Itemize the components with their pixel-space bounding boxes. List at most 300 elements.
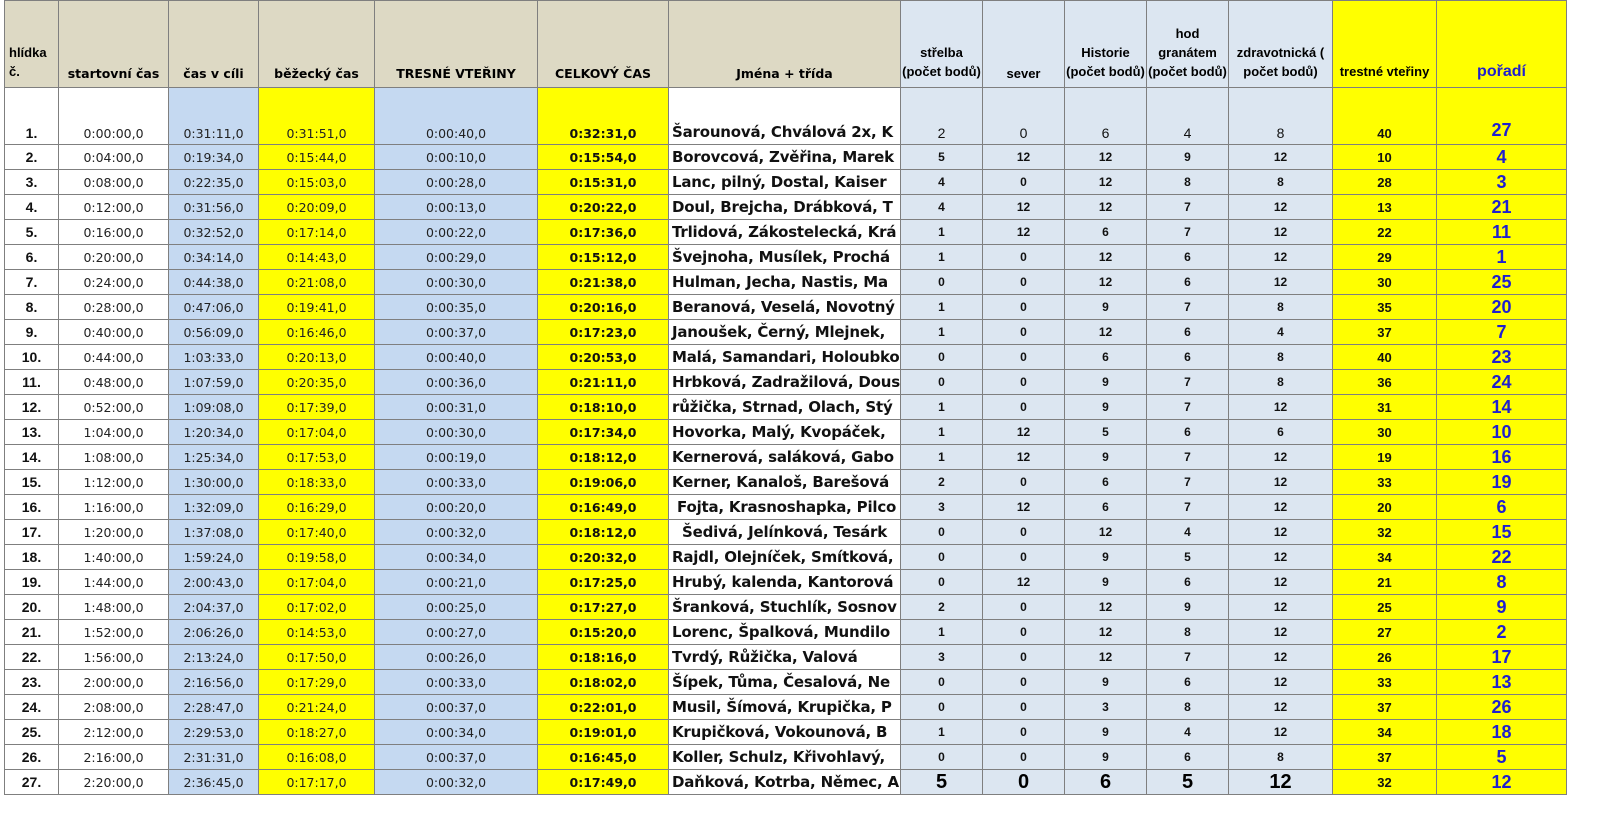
- cell-hlidka[interactable]: 1.: [5, 88, 59, 145]
- cell-strelba[interactable]: 2: [901, 595, 983, 620]
- cell-celkovy-cas[interactable]: 0:15:20,0: [538, 620, 669, 645]
- cell-tresne-vteriny[interactable]: 0:00:26,0: [375, 645, 538, 670]
- cell-trestne-vteriny[interactable]: 40: [1333, 345, 1437, 370]
- cell-jmena[interactable]: Kerner, Kanaloš, Barešová: [669, 470, 901, 495]
- cell-zdravotnicka[interactable]: 12: [1229, 720, 1333, 745]
- cell-jmena[interactable]: Lorenc, Špalková, Mundilo: [669, 620, 901, 645]
- cell-jmena[interactable]: Šranková, Stuchlík, Sosnov: [669, 595, 901, 620]
- cell-poradi[interactable]: 26: [1437, 695, 1567, 720]
- cell-cas-v-cili[interactable]: 1:37:08,0: [169, 520, 259, 545]
- cell-sever[interactable]: 0: [983, 595, 1065, 620]
- cell-zdravotnicka[interactable]: 12: [1229, 445, 1333, 470]
- cell-sever[interactable]: 0: [983, 770, 1065, 795]
- cell-hlidka[interactable]: 18.: [5, 545, 59, 570]
- cell-zdravotnicka[interactable]: 8: [1229, 88, 1333, 145]
- cell-celkovy-cas[interactable]: 0:17:27,0: [538, 595, 669, 620]
- cell-granat[interactable]: 8: [1147, 170, 1229, 195]
- cell-poradi[interactable]: 16: [1437, 445, 1567, 470]
- cell-trestne-vteriny[interactable]: 25: [1333, 595, 1437, 620]
- cell-hlidka[interactable]: 7.: [5, 270, 59, 295]
- cell-historie[interactable]: 5: [1065, 420, 1147, 445]
- cell-poradi[interactable]: 19: [1437, 470, 1567, 495]
- cell-tresne-vteriny[interactable]: 0:00:33,0: [375, 470, 538, 495]
- cell-sever[interactable]: 0: [983, 345, 1065, 370]
- cell-poradi[interactable]: 10: [1437, 420, 1567, 445]
- cell-startovni-cas[interactable]: 0:28:00,0: [59, 295, 169, 320]
- cell-strelba[interactable]: 5: [901, 145, 983, 170]
- cell-celkovy-cas[interactable]: 0:18:12,0: [538, 445, 669, 470]
- cell-zdravotnicka[interactable]: 12: [1229, 570, 1333, 595]
- cell-tresne-vteriny[interactable]: 0:00:21,0: [375, 570, 538, 595]
- col-header-trestne[interactable]: trestné vteřiny: [1333, 1, 1437, 88]
- cell-trestne-vteriny[interactable]: 37: [1333, 320, 1437, 345]
- cell-jmena[interactable]: Musil, Šímová, Krupička, P: [669, 695, 901, 720]
- cell-poradi[interactable]: 4: [1437, 145, 1567, 170]
- cell-jmena[interactable]: Daňková, Kotrba, Němec, A: [669, 770, 901, 795]
- cell-zdravotnicka[interactable]: 8: [1229, 745, 1333, 770]
- cell-tresne-vteriny[interactable]: 0:00:13,0: [375, 195, 538, 220]
- cell-startovni-cas[interactable]: 0:44:00,0: [59, 345, 169, 370]
- cell-granat[interactable]: 5: [1147, 545, 1229, 570]
- cell-zdravotnicka[interactable]: 8: [1229, 170, 1333, 195]
- cell-trestne-vteriny[interactable]: 28: [1333, 170, 1437, 195]
- cell-sever[interactable]: 0: [983, 245, 1065, 270]
- cell-tresne-vteriny[interactable]: 0:00:20,0: [375, 495, 538, 520]
- cell-jmena[interactable]: Krupičková, Vokounová, B: [669, 720, 901, 745]
- cell-hlidka[interactable]: 9.: [5, 320, 59, 345]
- cell-sever[interactable]: 0: [983, 520, 1065, 545]
- cell-granat[interactable]: 9: [1147, 595, 1229, 620]
- cell-tresne-vteriny[interactable]: 0:00:22,0: [375, 220, 538, 245]
- cell-cas-v-cili[interactable]: 1:59:24,0: [169, 545, 259, 570]
- cell-startovni-cas[interactable]: 0:16:00,0: [59, 220, 169, 245]
- cell-tresne-vteriny[interactable]: 0:00:37,0: [375, 320, 538, 345]
- cell-granat[interactable]: 8: [1147, 620, 1229, 645]
- cell-strelba[interactable]: 1: [901, 720, 983, 745]
- cell-celkovy-cas[interactable]: 0:21:38,0: [538, 270, 669, 295]
- cell-hlidka[interactable]: 12.: [5, 395, 59, 420]
- cell-historie[interactable]: 3: [1065, 695, 1147, 720]
- cell-sever[interactable]: 0: [983, 170, 1065, 195]
- cell-trestne-vteriny[interactable]: 20: [1333, 495, 1437, 520]
- cell-jmena[interactable]: Borovcová, Zvěřina, Marek: [669, 145, 901, 170]
- cell-granat[interactable]: 5: [1147, 770, 1229, 795]
- cell-poradi[interactable]: 24: [1437, 370, 1567, 395]
- cell-strelba[interactable]: 3: [901, 645, 983, 670]
- cell-zdravotnicka[interactable]: 8: [1229, 295, 1333, 320]
- cell-strelba[interactable]: 0: [901, 370, 983, 395]
- cell-historie[interactable]: 12: [1065, 520, 1147, 545]
- cell-historie[interactable]: 12: [1065, 145, 1147, 170]
- cell-strelba[interactable]: 1: [901, 420, 983, 445]
- cell-startovni-cas[interactable]: 0:04:00,0: [59, 145, 169, 170]
- cell-bezecky-cas[interactable]: 0:21:24,0: [259, 695, 375, 720]
- cell-tresne-vteriny[interactable]: 0:00:36,0: [375, 370, 538, 395]
- cell-startovni-cas[interactable]: 2:12:00,0: [59, 720, 169, 745]
- cell-trestne-vteriny[interactable]: 34: [1333, 720, 1437, 745]
- cell-bezecky-cas[interactable]: 0:18:27,0: [259, 720, 375, 745]
- cell-strelba[interactable]: 1: [901, 395, 983, 420]
- cell-startovni-cas[interactable]: 0:00:00,0: [59, 88, 169, 145]
- cell-historie[interactable]: 6: [1065, 770, 1147, 795]
- cell-historie[interactable]: 12: [1065, 245, 1147, 270]
- cell-sever[interactable]: 12: [983, 495, 1065, 520]
- cell-cas-v-cili[interactable]: 2:28:47,0: [169, 695, 259, 720]
- cell-cas-v-cili[interactable]: 0:47:06,0: [169, 295, 259, 320]
- cell-sever[interactable]: 0: [983, 720, 1065, 745]
- cell-historie[interactable]: 9: [1065, 370, 1147, 395]
- cell-jmena[interactable]: Trlidová, Zákostelecká, Krá: [669, 220, 901, 245]
- cell-jmena[interactable]: Kernerová, saláková, Gabo: [669, 445, 901, 470]
- cell-celkovy-cas[interactable]: 0:16:49,0: [538, 495, 669, 520]
- cell-tresne-vteriny[interactable]: 0:00:34,0: [375, 545, 538, 570]
- cell-strelba[interactable]: 0: [901, 745, 983, 770]
- cell-cas-v-cili[interactable]: 2:04:37,0: [169, 595, 259, 620]
- cell-trestne-vteriny[interactable]: 27: [1333, 620, 1437, 645]
- cell-startovni-cas[interactable]: 2:16:00,0: [59, 745, 169, 770]
- cell-jmena[interactable]: Šarounová, Chválová 2x, K: [669, 88, 901, 145]
- cell-poradi[interactable]: 12: [1437, 770, 1567, 795]
- cell-bezecky-cas[interactable]: 0:17:29,0: [259, 670, 375, 695]
- cell-poradi[interactable]: 14: [1437, 395, 1567, 420]
- cell-strelba[interactable]: 0: [901, 520, 983, 545]
- cell-strelba[interactable]: 1: [901, 220, 983, 245]
- cell-cas-v-cili[interactable]: 0:34:14,0: [169, 245, 259, 270]
- cell-celkovy-cas[interactable]: 0:21:11,0: [538, 370, 669, 395]
- cell-celkovy-cas[interactable]: 0:15:31,0: [538, 170, 669, 195]
- cell-hlidka[interactable]: 26.: [5, 745, 59, 770]
- cell-historie[interactable]: 9: [1065, 295, 1147, 320]
- cell-tresne-vteriny[interactable]: 0:00:35,0: [375, 295, 538, 320]
- cell-trestne-vteriny[interactable]: 32: [1333, 520, 1437, 545]
- col-header-historie[interactable]: Historie (počet bodů): [1065, 1, 1147, 88]
- cell-jmena[interactable]: Hrubý, kalenda, Kantorová: [669, 570, 901, 595]
- cell-zdravotnicka[interactable]: 12: [1229, 670, 1333, 695]
- col-header-cas-v-cili[interactable]: čas v cíli: [169, 1, 259, 88]
- cell-cas-v-cili[interactable]: 2:13:24,0: [169, 645, 259, 670]
- cell-jmena[interactable]: Rajdl, Olejníček, Smítková,: [669, 545, 901, 570]
- cell-strelba[interactable]: 3: [901, 495, 983, 520]
- cell-zdravotnicka[interactable]: 12: [1229, 595, 1333, 620]
- cell-bezecky-cas[interactable]: 0:20:09,0: [259, 195, 375, 220]
- cell-tresne-vteriny[interactable]: 0:00:34,0: [375, 720, 538, 745]
- cell-trestne-vteriny[interactable]: 30: [1333, 270, 1437, 295]
- cell-zdravotnicka[interactable]: 12: [1229, 270, 1333, 295]
- cell-hlidka[interactable]: 27.: [5, 770, 59, 795]
- cell-cas-v-cili[interactable]: 1:20:34,0: [169, 420, 259, 445]
- cell-trestne-vteriny[interactable]: 40: [1333, 88, 1437, 145]
- cell-celkovy-cas[interactable]: 0:18:16,0: [538, 645, 669, 670]
- cell-tresne-vteriny[interactable]: 0:00:27,0: [375, 620, 538, 645]
- cell-jmena[interactable]: Hulman, Jecha, Nastis, Ma: [669, 270, 901, 295]
- cell-sever[interactable]: 12: [983, 570, 1065, 595]
- cell-granat[interactable]: 7: [1147, 195, 1229, 220]
- cell-hlidka[interactable]: 23.: [5, 670, 59, 695]
- cell-bezecky-cas[interactable]: 0:20:13,0: [259, 345, 375, 370]
- cell-poradi[interactable]: 25: [1437, 270, 1567, 295]
- cell-hlidka[interactable]: 15.: [5, 470, 59, 495]
- cell-historie[interactable]: 6: [1065, 470, 1147, 495]
- cell-sever[interactable]: 0: [983, 88, 1065, 145]
- cell-jmena[interactable]: Beranová, Veselá, Novotný: [669, 295, 901, 320]
- cell-bezecky-cas[interactable]: 0:17:40,0: [259, 520, 375, 545]
- cell-jmena[interactable]: Malá, Samandari, Holoubko: [669, 345, 901, 370]
- cell-poradi[interactable]: 7: [1437, 320, 1567, 345]
- cell-zdravotnicka[interactable]: 8: [1229, 345, 1333, 370]
- cell-bezecky-cas[interactable]: 0:17:39,0: [259, 395, 375, 420]
- cell-zdravotnicka[interactable]: 12: [1229, 395, 1333, 420]
- cell-trestne-vteriny[interactable]: 13: [1333, 195, 1437, 220]
- cell-trestne-vteriny[interactable]: 36: [1333, 370, 1437, 395]
- cell-cas-v-cili[interactable]: 1:32:09,0: [169, 495, 259, 520]
- cell-startovni-cas[interactable]: 1:40:00,0: [59, 545, 169, 570]
- cell-celkovy-cas[interactable]: 0:17:49,0: [538, 770, 669, 795]
- cell-granat[interactable]: 6: [1147, 570, 1229, 595]
- col-header-granat[interactable]: hod granátem (počet bodů): [1147, 1, 1229, 88]
- cell-tresne-vteriny[interactable]: 0:00:30,0: [375, 420, 538, 445]
- cell-granat[interactable]: 9: [1147, 145, 1229, 170]
- cell-trestne-vteriny[interactable]: 37: [1333, 695, 1437, 720]
- cell-historie[interactable]: 9: [1065, 545, 1147, 570]
- cell-celkovy-cas[interactable]: 0:17:25,0: [538, 570, 669, 595]
- col-header-poradi[interactable]: pořadí: [1437, 1, 1567, 88]
- cell-strelba[interactable]: 2: [901, 88, 983, 145]
- cell-poradi[interactable]: 15: [1437, 520, 1567, 545]
- cell-strelba[interactable]: 0: [901, 545, 983, 570]
- cell-celkovy-cas[interactable]: 0:16:45,0: [538, 745, 669, 770]
- cell-hlidka[interactable]: 21.: [5, 620, 59, 645]
- cell-trestne-vteriny[interactable]: 22: [1333, 220, 1437, 245]
- cell-poradi[interactable]: 3: [1437, 170, 1567, 195]
- cell-historie[interactable]: 12: [1065, 170, 1147, 195]
- cell-bezecky-cas[interactable]: 0:14:43,0: [259, 245, 375, 270]
- cell-bezecky-cas[interactable]: 0:14:53,0: [259, 620, 375, 645]
- cell-sever[interactable]: 12: [983, 220, 1065, 245]
- cell-poradi[interactable]: 8: [1437, 570, 1567, 595]
- cell-cas-v-cili[interactable]: 0:31:56,0: [169, 195, 259, 220]
- cell-granat[interactable]: 4: [1147, 720, 1229, 745]
- cell-bezecky-cas[interactable]: 0:16:46,0: [259, 320, 375, 345]
- cell-tresne-vteriny[interactable]: 0:00:33,0: [375, 670, 538, 695]
- cell-zdravotnicka[interactable]: 12: [1229, 145, 1333, 170]
- col-header-zdravot[interactable]: zdravotnická ( počet bodů): [1229, 1, 1333, 88]
- cell-poradi[interactable]: 11: [1437, 220, 1567, 245]
- cell-trestne-vteriny[interactable]: 34: [1333, 545, 1437, 570]
- col-header-strelba[interactable]: střelba (počet bodů): [901, 1, 983, 88]
- cell-hlidka[interactable]: 6.: [5, 245, 59, 270]
- cell-hlidka[interactable]: 10.: [5, 345, 59, 370]
- cell-celkovy-cas[interactable]: 0:17:34,0: [538, 420, 669, 445]
- cell-poradi[interactable]: 17: [1437, 645, 1567, 670]
- cell-granat[interactable]: 7: [1147, 470, 1229, 495]
- cell-hlidka[interactable]: 25.: [5, 720, 59, 745]
- cell-jmena[interactable]: Koller, Schulz, Křivohlavý,: [669, 745, 901, 770]
- cell-granat[interactable]: 7: [1147, 645, 1229, 670]
- col-header-celkovy[interactable]: CELKOVÝ ČAS: [538, 1, 669, 88]
- cell-zdravotnicka[interactable]: 12: [1229, 545, 1333, 570]
- cell-bezecky-cas[interactable]: 0:17:53,0: [259, 445, 375, 470]
- cell-celkovy-cas[interactable]: 0:17:36,0: [538, 220, 669, 245]
- cell-zdravotnicka[interactable]: 8: [1229, 370, 1333, 395]
- cell-poradi[interactable]: 21: [1437, 195, 1567, 220]
- cell-startovni-cas[interactable]: 1:08:00,0: [59, 445, 169, 470]
- cell-startovni-cas[interactable]: 1:48:00,0: [59, 595, 169, 620]
- cell-tresne-vteriny[interactable]: 0:00:31,0: [375, 395, 538, 420]
- cell-hlidka[interactable]: 5.: [5, 220, 59, 245]
- cell-bezecky-cas[interactable]: 0:17:04,0: [259, 420, 375, 445]
- cell-poradi[interactable]: 2: [1437, 620, 1567, 645]
- cell-granat[interactable]: 7: [1147, 495, 1229, 520]
- cell-poradi[interactable]: 27: [1437, 88, 1567, 145]
- cell-celkovy-cas[interactable]: 0:18:12,0: [538, 520, 669, 545]
- cell-celkovy-cas[interactable]: 0:19:01,0: [538, 720, 669, 745]
- cell-startovni-cas[interactable]: 2:00:00,0: [59, 670, 169, 695]
- cell-jmena[interactable]: Doul, Brejcha, Drábková, T: [669, 195, 901, 220]
- cell-historie[interactable]: 6: [1065, 220, 1147, 245]
- cell-poradi[interactable]: 20: [1437, 295, 1567, 320]
- cell-strelba[interactable]: 1: [901, 320, 983, 345]
- cell-granat[interactable]: 6: [1147, 270, 1229, 295]
- cell-startovni-cas[interactable]: 0:40:00,0: [59, 320, 169, 345]
- cell-jmena[interactable]: Fojta, Krasnoshapka, Pilco: [669, 495, 901, 520]
- cell-granat[interactable]: 7: [1147, 295, 1229, 320]
- cell-sever[interactable]: 0: [983, 470, 1065, 495]
- cell-sever[interactable]: 0: [983, 670, 1065, 695]
- cell-startovni-cas[interactable]: 0:48:00,0: [59, 370, 169, 395]
- cell-granat[interactable]: 8: [1147, 695, 1229, 720]
- cell-hlidka[interactable]: 8.: [5, 295, 59, 320]
- cell-tresne-vteriny[interactable]: 0:00:32,0: [375, 520, 538, 545]
- cell-strelba[interactable]: 4: [901, 195, 983, 220]
- cell-jmena[interactable]: Švejnoha, Musílek, Prochá: [669, 245, 901, 270]
- cell-cas-v-cili[interactable]: 1:03:33,0: [169, 345, 259, 370]
- cell-startovni-cas[interactable]: 1:44:00,0: [59, 570, 169, 595]
- cell-hlidka[interactable]: 3.: [5, 170, 59, 195]
- cell-celkovy-cas[interactable]: 0:32:31,0: [538, 88, 669, 145]
- cell-cas-v-cili[interactable]: 2:00:43,0: [169, 570, 259, 595]
- cell-hlidka[interactable]: 20.: [5, 595, 59, 620]
- col-header-jmena[interactable]: Jména + třída: [669, 1, 901, 88]
- cell-strelba[interactable]: 0: [901, 695, 983, 720]
- cell-historie[interactable]: 12: [1065, 645, 1147, 670]
- cell-sever[interactable]: 0: [983, 395, 1065, 420]
- cell-tresne-vteriny[interactable]: 0:00:37,0: [375, 745, 538, 770]
- cell-trestne-vteriny[interactable]: 19: [1333, 445, 1437, 470]
- cell-hlidka[interactable]: 16.: [5, 495, 59, 520]
- cell-sever[interactable]: 12: [983, 195, 1065, 220]
- cell-bezecky-cas[interactable]: 0:31:51,0: [259, 88, 375, 145]
- cell-hlidka[interactable]: 19.: [5, 570, 59, 595]
- cell-granat[interactable]: 7: [1147, 370, 1229, 395]
- cell-hlidka[interactable]: 14.: [5, 445, 59, 470]
- cell-cas-v-cili[interactable]: 0:56:09,0: [169, 320, 259, 345]
- cell-cas-v-cili[interactable]: 0:32:52,0: [169, 220, 259, 245]
- cell-tresne-vteriny[interactable]: 0:00:25,0: [375, 595, 538, 620]
- cell-startovni-cas[interactable]: 2:08:00,0: [59, 695, 169, 720]
- cell-startovni-cas[interactable]: 1:12:00,0: [59, 470, 169, 495]
- cell-trestne-vteriny[interactable]: 30: [1333, 420, 1437, 445]
- cell-trestne-vteriny[interactable]: 37: [1333, 745, 1437, 770]
- cell-strelba[interactable]: 2: [901, 470, 983, 495]
- cell-sever[interactable]: 0: [983, 270, 1065, 295]
- cell-granat[interactable]: 6: [1147, 345, 1229, 370]
- col-header-tresne[interactable]: TRESNÉ VTEŘINY: [375, 1, 538, 88]
- col-header-startovni[interactable]: startovní čas: [59, 1, 169, 88]
- cell-poradi[interactable]: 5: [1437, 745, 1567, 770]
- cell-trestne-vteriny[interactable]: 35: [1333, 295, 1437, 320]
- cell-poradi[interactable]: 18: [1437, 720, 1567, 745]
- cell-hlidka[interactable]: 24.: [5, 695, 59, 720]
- cell-startovni-cas[interactable]: 1:20:00,0: [59, 520, 169, 545]
- cell-strelba[interactable]: 1: [901, 445, 983, 470]
- cell-tresne-vteriny[interactable]: 0:00:29,0: [375, 245, 538, 270]
- cell-tresne-vteriny[interactable]: 0:00:10,0: [375, 145, 538, 170]
- cell-poradi[interactable]: 1: [1437, 245, 1567, 270]
- cell-historie[interactable]: 12: [1065, 195, 1147, 220]
- cell-celkovy-cas[interactable]: 0:22:01,0: [538, 695, 669, 720]
- cell-bezecky-cas[interactable]: 0:16:29,0: [259, 495, 375, 520]
- cell-celkovy-cas[interactable]: 0:18:02,0: [538, 670, 669, 695]
- cell-startovni-cas[interactable]: 1:16:00,0: [59, 495, 169, 520]
- cell-sever[interactable]: 0: [983, 695, 1065, 720]
- cell-celkovy-cas[interactable]: 0:20:22,0: [538, 195, 669, 220]
- cell-poradi[interactable]: 22: [1437, 545, 1567, 570]
- cell-strelba[interactable]: 0: [901, 670, 983, 695]
- cell-celkovy-cas[interactable]: 0:20:32,0: [538, 545, 669, 570]
- cell-sever[interactable]: 0: [983, 370, 1065, 395]
- cell-trestne-vteriny[interactable]: 33: [1333, 670, 1437, 695]
- cell-zdravotnicka[interactable]: 12: [1229, 495, 1333, 520]
- cell-tresne-vteriny[interactable]: 0:00:40,0: [375, 345, 538, 370]
- cell-cas-v-cili[interactable]: 2:06:26,0: [169, 620, 259, 645]
- cell-jmena[interactable]: Šípek, Tůma, Česalová, Ne: [669, 670, 901, 695]
- cell-celkovy-cas[interactable]: 0:15:12,0: [538, 245, 669, 270]
- cell-cas-v-cili[interactable]: 0:19:34,0: [169, 145, 259, 170]
- cell-strelba[interactable]: 0: [901, 270, 983, 295]
- cell-jmena[interactable]: Janoušek, Černý, Mlejnek,: [669, 320, 901, 345]
- cell-zdravotnicka[interactable]: 4: [1229, 320, 1333, 345]
- cell-jmena[interactable]: růžička, Strnad, Olach, Stý: [669, 395, 901, 420]
- cell-granat[interactable]: 4: [1147, 520, 1229, 545]
- cell-bezecky-cas[interactable]: 0:17:02,0: [259, 595, 375, 620]
- cell-cas-v-cili[interactable]: 1:25:34,0: [169, 445, 259, 470]
- cell-granat[interactable]: 6: [1147, 420, 1229, 445]
- cell-cas-v-cili[interactable]: 2:36:45,0: [169, 770, 259, 795]
- cell-sever[interactable]: 0: [983, 645, 1065, 670]
- cell-startovni-cas[interactable]: 0:20:00,0: [59, 245, 169, 270]
- cell-bezecky-cas[interactable]: 0:15:03,0: [259, 170, 375, 195]
- cell-historie[interactable]: 12: [1065, 270, 1147, 295]
- cell-bezecky-cas[interactable]: 0:17:04,0: [259, 570, 375, 595]
- cell-historie[interactable]: 12: [1065, 595, 1147, 620]
- cell-strelba[interactable]: 4: [901, 170, 983, 195]
- cell-bezecky-cas[interactable]: 0:17:17,0: [259, 770, 375, 795]
- cell-granat[interactable]: 6: [1147, 320, 1229, 345]
- cell-zdravotnicka[interactable]: 12: [1229, 245, 1333, 270]
- cell-celkovy-cas[interactable]: 0:15:54,0: [538, 145, 669, 170]
- cell-jmena[interactable]: Tvrdý, Růžička, Valová: [669, 645, 901, 670]
- cell-jmena[interactable]: Hovorka, Malý, Kvopáček,: [669, 420, 901, 445]
- cell-strelba[interactable]: 1: [901, 295, 983, 320]
- cell-hlidka[interactable]: 22.: [5, 645, 59, 670]
- cell-bezecky-cas[interactable]: 0:19:58,0: [259, 545, 375, 570]
- cell-sever[interactable]: 12: [983, 145, 1065, 170]
- cell-trestne-vteriny[interactable]: 29: [1333, 245, 1437, 270]
- cell-bezecky-cas[interactable]: 0:15:44,0: [259, 145, 375, 170]
- cell-startovni-cas[interactable]: 0:24:00,0: [59, 270, 169, 295]
- cell-hlidka[interactable]: 11.: [5, 370, 59, 395]
- cell-sever[interactable]: 12: [983, 445, 1065, 470]
